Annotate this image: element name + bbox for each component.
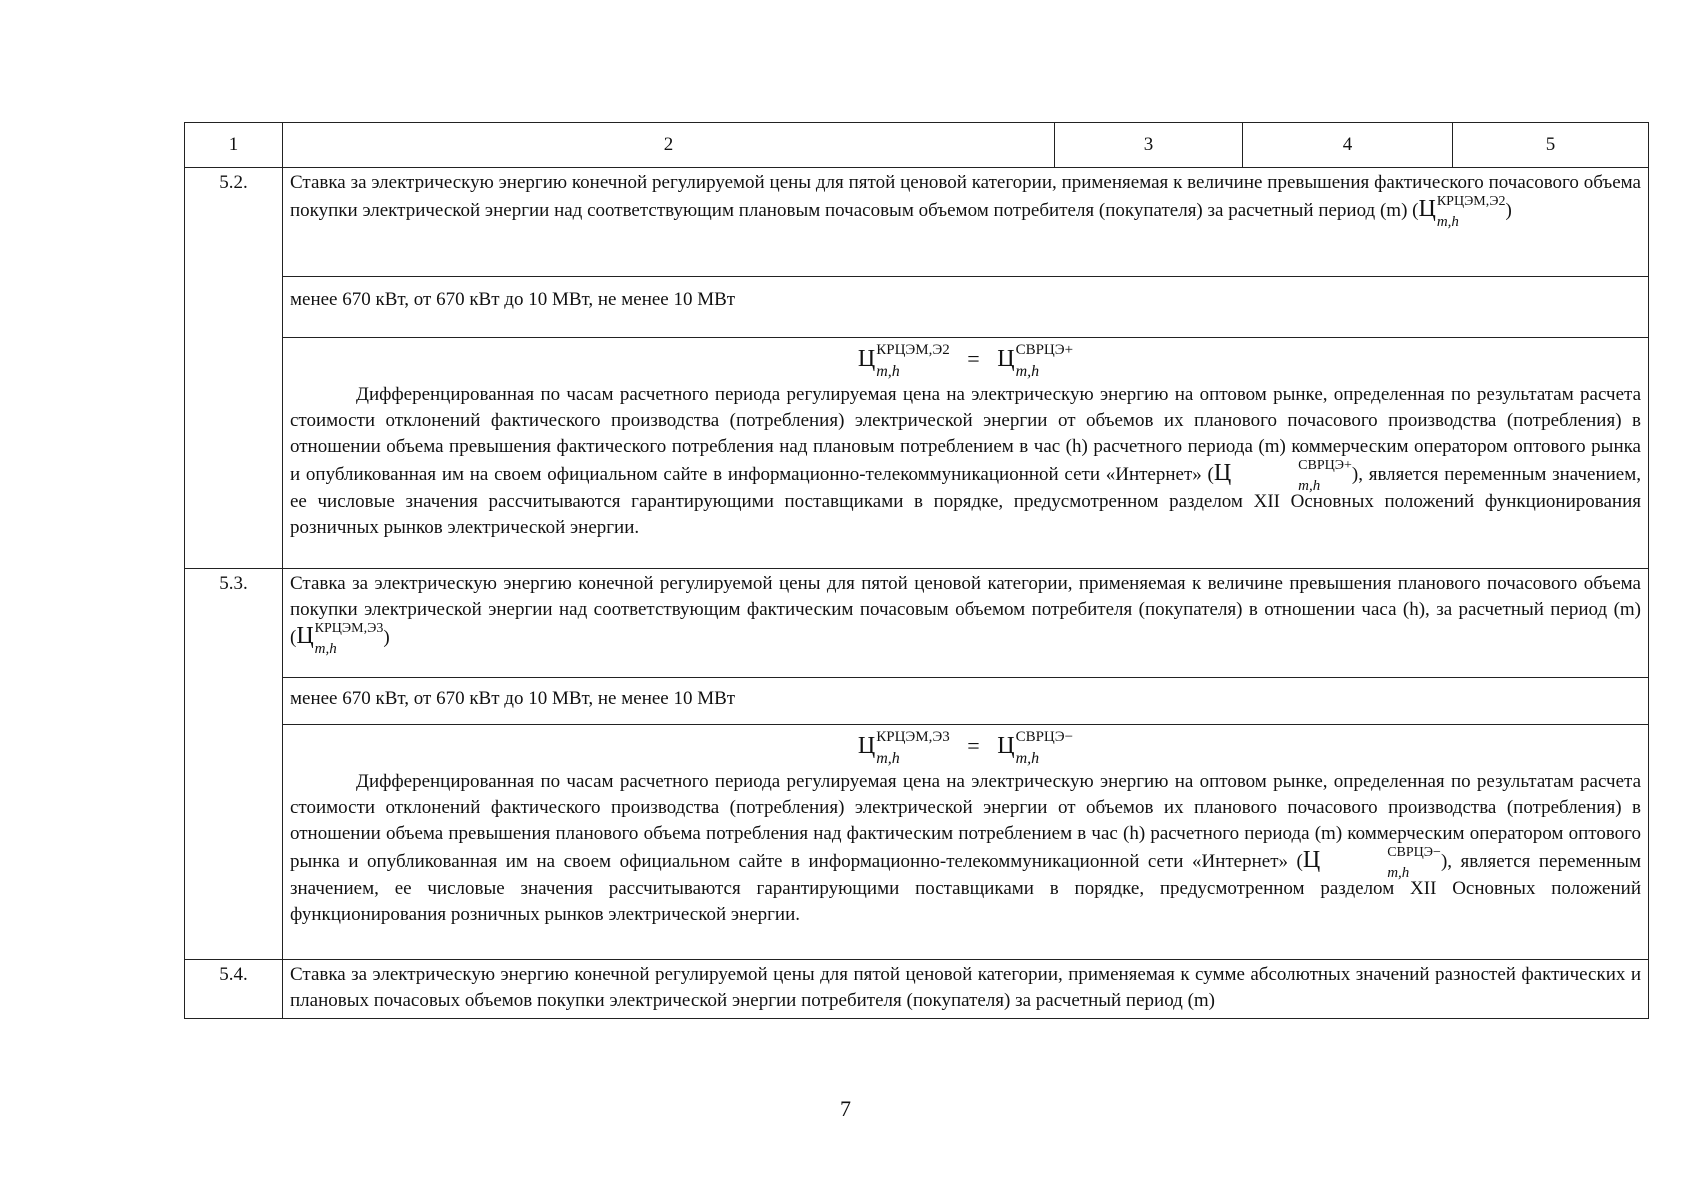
symbol-superscript: СВРЦЭ+ [1015,341,1074,358]
symbol-superscript: КРЦЭМ,Э2 [1436,193,1506,209]
header-cell-2: 2 [283,123,1055,168]
symbol-superscript: СВРЦЭ+ [1298,457,1352,473]
tariff-symbol: Ц [1418,196,1436,222]
description-row [185,338,1649,569]
tariff-symbol: Ц [997,733,1015,759]
description-part-b: ), является переменным значением, ее числовые значения рассчитываются гарантирующими поставщиками в порядке, предусмотренном разделом XII Основных положений функционирования розничных рынков электрической энергии. [290,464,1641,538]
power-range: менее 670 кВт, от 670 кВт до 10 МВт, не менее 10 МВт [283,277,1649,338]
formula [290,340,1641,382]
row-title-text: Ставка за электрическую энергию конечной регулируемой цены для пятой ценовой категории, применяемая к величине превышения фактического почасового объема покупки электрической энергии над соответствующим плановым почасовым объемом потребителя (покупателя) за расчетный период (m) ( [290,172,1641,221]
page-number: 7 [840,1096,851,1121]
row-number: 5.3. [185,569,283,960]
row-title [283,569,1649,678]
symbol-subscript: m,h [1298,477,1321,494]
description-row [185,725,1649,960]
equals-sign: = [967,346,980,371]
symbol-subscript: m,h [876,362,900,380]
description-part-b: ), является переменным значением, ее числовые значения рассчитываются гарантирующими поставщиками в порядке, предусмотренном разделом XII Основных положений функционирования розничных рынков электрической энергии. [290,851,1642,925]
symbol-superscript: СВРЦЭ− [1015,728,1074,745]
row-number: 5.2. [185,168,283,569]
symbol-indices [1015,728,1074,767]
symbol-subscript: m,h [876,749,900,767]
tariff-table [184,122,1649,1019]
tariff-symbol: Ц [857,346,876,372]
table-row-5-2 [185,168,1649,277]
tariff-symbol: Ц [296,623,314,649]
tariff-symbol: Ц [997,346,1015,372]
row-title-text: Ставка за электрическую энергию конечной регулируемой цены для пятой ценовой категории, применяемая к величине превышения планового почасового объема покупки электрической энергии над соответствующим фактическим почасовым объемом потребителя (покупателя) в отношении часа (h), за расчетный период (m) ( [290,573,1641,648]
symbol-indices [876,728,950,767]
description-text [290,769,1641,928]
header-cell-5: 5 [1453,123,1649,168]
tariff-symbol: Ц [857,733,876,759]
power-range-row [185,678,1649,725]
description-text [290,382,1641,541]
symbol-subscript: m,h [1015,362,1040,380]
symbol-superscript: КРЦЭМ,Э3 [876,728,950,745]
paren-close: ) [1505,200,1512,221]
description-cell [283,338,1649,569]
symbol-subscript: m,h [1387,864,1410,881]
table-row-5-3 [185,569,1649,678]
paren-close: ) [383,627,390,648]
description-part-a: Дифференцированная по часам расчетного периода регулируемая цена на электрическую энергию на оптовом рынке, определенная по результатам расчета стоимости отклонений фактического производства (потребления) электрической энергии от объемов их планового почасового производства (потребления) в отношении объема превышения фактического потребления над плановым потреблением в час (h) расчетного периода (m) коммерческим оператором оптового рынка и опубликованная им на своем официальном сайте в информационно-телекоммуникационной сети «Интернет» ( [290,384,1641,485]
table-row-5-4 [185,960,1649,1019]
symbol-indices [876,341,950,380]
description-cell [283,725,1649,960]
header-cell-4: 4 [1243,123,1453,168]
tariff-symbol: Ц [1213,460,1232,486]
row-title [283,960,1649,1019]
power-range: менее 670 кВт, от 670 кВт до 10 МВт, не менее 10 МВт [283,678,1649,725]
symbol-superscript: СВРЦЭ− [1387,844,1441,860]
row-number: 5.4. [185,960,283,1019]
row-title-text: Ставка за электрическую энергию конечной регулируемой цены для пятой ценовой категории, применяемая к сумме абсолютных значений разностей фактических и плановых почасовых объемов покупки электрической энергии потребителя (покупателя) за расчетный период (m) [290,964,1641,1011]
symbol-subscript: m,h [1015,749,1040,767]
table-header-row [185,123,1649,168]
formula [290,727,1641,769]
symbol-superscript: КРЦЭМ,Э2 [876,341,950,358]
symbol-indices [314,620,384,657]
symbol-indices [1015,341,1074,380]
equals-sign: = [967,733,980,758]
power-range-row [185,277,1649,338]
symbol-indices [1436,193,1506,230]
symbol-superscript: КРЦЭМ,Э3 [314,620,384,636]
row-title [283,168,1649,277]
symbol-subscript: m,h [314,640,337,657]
header-cell-1: 1 [185,123,283,168]
description-part-a: Дифференцированная по часам расчетного периода регулируемая цена на электрическую энергию на оптовом рынке, определенная по результатам расчета стоимости отклонений фактического производства (потребления) электрической энергии от объемов их планового почасового производства (потребления) в отношении объема превышения планового объема потребления над фактическим потреблением в час (h) расчетного периода (m) коммерческим оператором оптового рынка и опубликованная им на своем официальном сайте в информационно-телекоммуникационной сети «Интернет» ( [290,771,1641,872]
symbol-indices [1321,844,1441,881]
symbol-indices [1232,457,1352,494]
symbol-subscript: m,h [1436,213,1459,230]
header-cell-3: 3 [1055,123,1243,168]
tariff-symbol: Ц [1302,847,1321,873]
